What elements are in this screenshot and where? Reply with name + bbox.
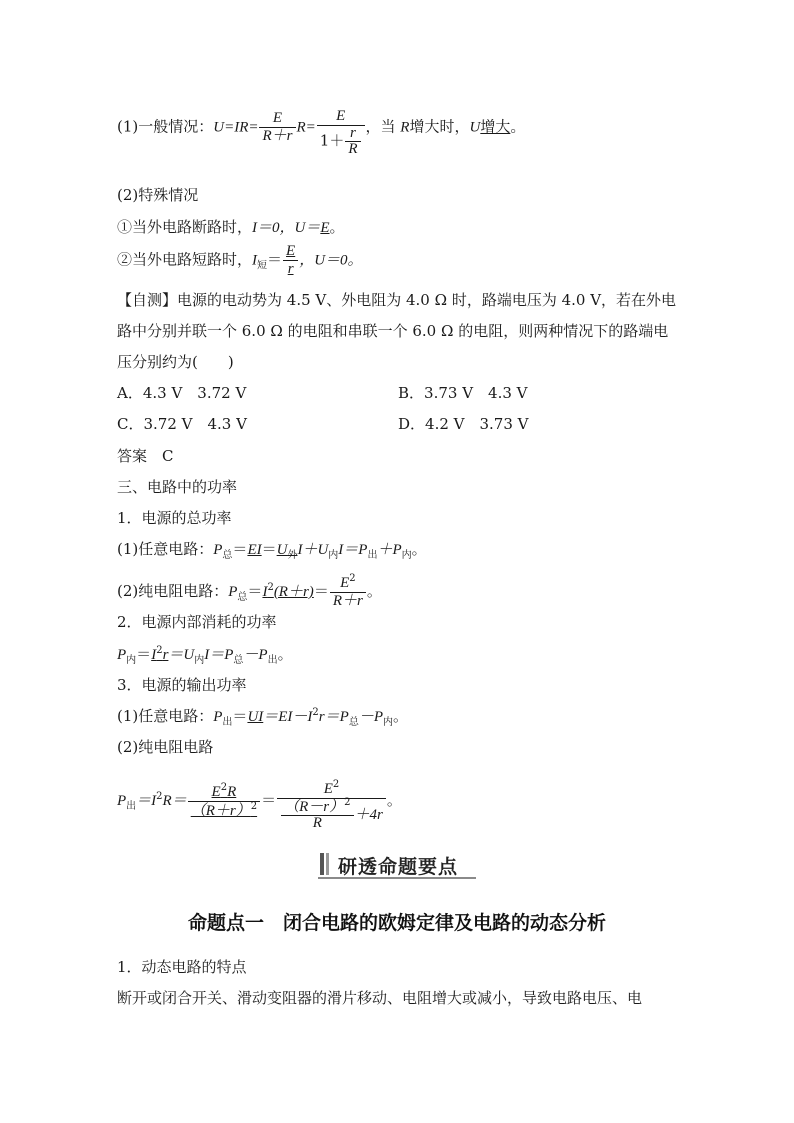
- text: ＝: [313, 582, 329, 600]
- paragraph-line: 断开或闭合开关、滑动变阻器的滑片移动、电阻增大或减小，导致电路电压、电: [117, 989, 643, 1007]
- numerator: r: [345, 126, 360, 142]
- subsection-title: 2．电源内部消耗的功率: [117, 613, 277, 631]
- var: P: [213, 542, 223, 558]
- label: (2)纯电阻电路：: [117, 582, 229, 600]
- label: (1)任意电路：: [117, 707, 214, 725]
- numerator: [281, 799, 353, 816]
- question-line: 压分别约为( ): [117, 353, 234, 371]
- option-d[interactable]: D．4.2 V 3.73 V: [398, 415, 529, 433]
- subscript: 总: [222, 550, 233, 561]
- formula-line: [117, 706, 408, 727]
- answer-blank: I: [262, 584, 268, 600]
- subscript: 内: [126, 655, 137, 666]
- special-case-title: (2)特殊情况: [117, 186, 199, 204]
- fraction: [317, 108, 365, 157]
- formula: （R－r）: [284, 799, 345, 815]
- question-line: 【自测】电源的电动势为 4.5 V、外电阻为 4.0 Ω 时，路端电压为 4.0 V，若在外电: [117, 291, 677, 309]
- text: ＝: [232, 707, 248, 725]
- nested-fraction: [281, 799, 353, 831]
- superscript: 2: [312, 707, 319, 718]
- denominator: r: [287, 261, 294, 277]
- option-c[interactable]: C．3.72 V 4.3 V: [117, 415, 247, 433]
- subscript: 内: [401, 550, 412, 561]
- answer-line: 答案 C: [117, 447, 174, 465]
- subscript: 出: [126, 801, 137, 812]
- topic-heading: 命题点一 闭合电路的欧姆定律及电路的动态分析: [187, 912, 606, 934]
- superscript: 2: [332, 779, 340, 790]
- var: R: [227, 783, 237, 800]
- superscript: 2: [156, 645, 163, 656]
- numerator: E: [259, 110, 295, 128]
- answer-blank: E: [320, 220, 330, 236]
- section-title: 三、电路中的功率: [117, 478, 238, 496]
- formula: ＋P: [377, 542, 402, 558]
- subscript: 内: [194, 655, 205, 666]
- denominator: R＋r: [332, 593, 363, 609]
- formula: R＝: [162, 793, 187, 809]
- numerator: E: [283, 243, 298, 261]
- superscript: 2: [344, 797, 351, 808]
- var: I: [252, 252, 258, 269]
- text: 。: [386, 791, 402, 809]
- text: 。: [366, 582, 382, 600]
- formula: ＝U: [168, 647, 195, 663]
- fraction: [330, 574, 366, 610]
- open-circuit-line: [117, 217, 345, 238]
- general-case-line: [117, 108, 525, 157]
- fraction: [283, 243, 298, 278]
- answer-blank: U: [276, 542, 288, 558]
- text: ②当外电路短路时，: [117, 250, 253, 269]
- superscript: 2: [156, 791, 163, 802]
- superscript: 2: [250, 800, 258, 812]
- subscript: 内: [382, 717, 393, 728]
- label: (1)任意电路：: [117, 540, 214, 558]
- denominator: R: [312, 815, 322, 831]
- question-line: 路中分别并联一个 6.0 Ω 的电阻和串联一个 6.0 Ω 的电阻，则两种情况下的路端电: [117, 322, 669, 340]
- formula-line: [117, 574, 382, 610]
- text: 。: [277, 645, 293, 663]
- formula: R=: [296, 119, 316, 136]
- superscript: 2: [349, 573, 356, 584]
- section-banner: [318, 849, 476, 879]
- banner-bar: [320, 853, 324, 875]
- answer-blank: UI: [247, 709, 264, 725]
- denominator: [188, 802, 260, 820]
- formula: I＝P: [338, 542, 368, 558]
- var: E: [340, 575, 350, 591]
- text: ＝: [136, 645, 152, 663]
- formula: ＋4r: [354, 807, 383, 823]
- subscript: 出: [222, 717, 233, 728]
- answer-blank: I: [151, 647, 157, 663]
- text: ＝: [267, 250, 283, 269]
- var: E: [323, 781, 333, 797]
- subsection-title: 3．电源的输出功率: [117, 676, 247, 694]
- superscript: 2: [220, 781, 228, 793]
- formula: －P: [243, 647, 268, 663]
- text: 。: [329, 218, 345, 236]
- var: E: [211, 783, 221, 800]
- answer-blank: (R＋r): [273, 584, 314, 600]
- numerator: [330, 574, 366, 593]
- numerator: [277, 780, 386, 799]
- output-power-formula: [117, 780, 402, 831]
- denominator: [277, 799, 386, 831]
- subscript: 出: [267, 655, 278, 666]
- formula-line: [117, 539, 427, 560]
- text: ＝: [232, 540, 248, 558]
- short-circuit-line: [117, 243, 363, 278]
- subsection-title: 1．电源的总功率: [117, 509, 232, 527]
- banner-title: 研透命题要点: [338, 856, 459, 878]
- var: R: [400, 119, 410, 136]
- formula: U=IR=: [213, 119, 259, 136]
- formula: I＝0，U＝: [252, 220, 321, 236]
- answer-blank: 增大: [480, 117, 511, 136]
- banner-bar: [326, 853, 329, 875]
- formula: ＝I: [136, 793, 157, 809]
- formula: （R＋r）: [190, 802, 251, 819]
- text: 增大时，: [409, 117, 470, 136]
- text: ＝: [261, 791, 277, 809]
- subscript: 总: [233, 655, 244, 666]
- formula: I＝P: [204, 647, 234, 663]
- subscript: 内: [328, 550, 339, 561]
- answer-blank: EI: [247, 542, 262, 558]
- option-a[interactable]: A．4.3 V 3.72 V: [117, 384, 247, 402]
- subscript: 出: [367, 550, 378, 561]
- var: P: [213, 709, 223, 725]
- numerator: [188, 783, 260, 802]
- subscript: 外: [287, 550, 298, 561]
- subscript: 短: [257, 260, 268, 272]
- var: P: [117, 647, 127, 663]
- superscript: 2: [267, 582, 274, 593]
- var: U: [469, 119, 481, 136]
- fraction: [259, 110, 295, 145]
- answer-blank: r: [162, 647, 169, 663]
- fraction: [277, 780, 386, 831]
- subscript: 总: [348, 717, 359, 728]
- text: 。: [392, 707, 408, 725]
- subscript: 总: [237, 592, 248, 603]
- formula: ，U＝0。: [299, 252, 363, 269]
- text: ，当: [365, 117, 401, 136]
- formula: r＝P: [318, 709, 349, 725]
- formula: －P: [358, 709, 383, 725]
- formula: I＋U: [297, 542, 329, 558]
- subsection-title: 1．动态电路的特点: [117, 958, 247, 976]
- denominator: R＋r: [262, 128, 293, 144]
- subsection-title: (2)纯电阻电路: [117, 738, 214, 756]
- formula: ＝EI－I: [263, 709, 313, 725]
- var: P: [228, 584, 238, 600]
- fraction: [188, 783, 260, 820]
- options-row: [117, 383, 246, 403]
- text: ①当外电路断路时，: [117, 218, 253, 236]
- denominator-prefix: 1＋: [319, 131, 345, 150]
- text: 。: [411, 540, 427, 558]
- text: 。: [510, 117, 526, 136]
- var: P: [117, 793, 127, 809]
- nested-fraction: [345, 126, 360, 157]
- option-b[interactable]: B．3.73 V 4.3 V: [398, 384, 528, 402]
- text: ＝: [261, 540, 277, 558]
- denominator: [317, 126, 365, 157]
- denominator: R: [348, 141, 358, 157]
- text: ＝: [247, 582, 263, 600]
- formula-line: [117, 644, 293, 665]
- label: (1)一般情况：: [117, 117, 214, 136]
- numerator: E: [317, 108, 365, 126]
